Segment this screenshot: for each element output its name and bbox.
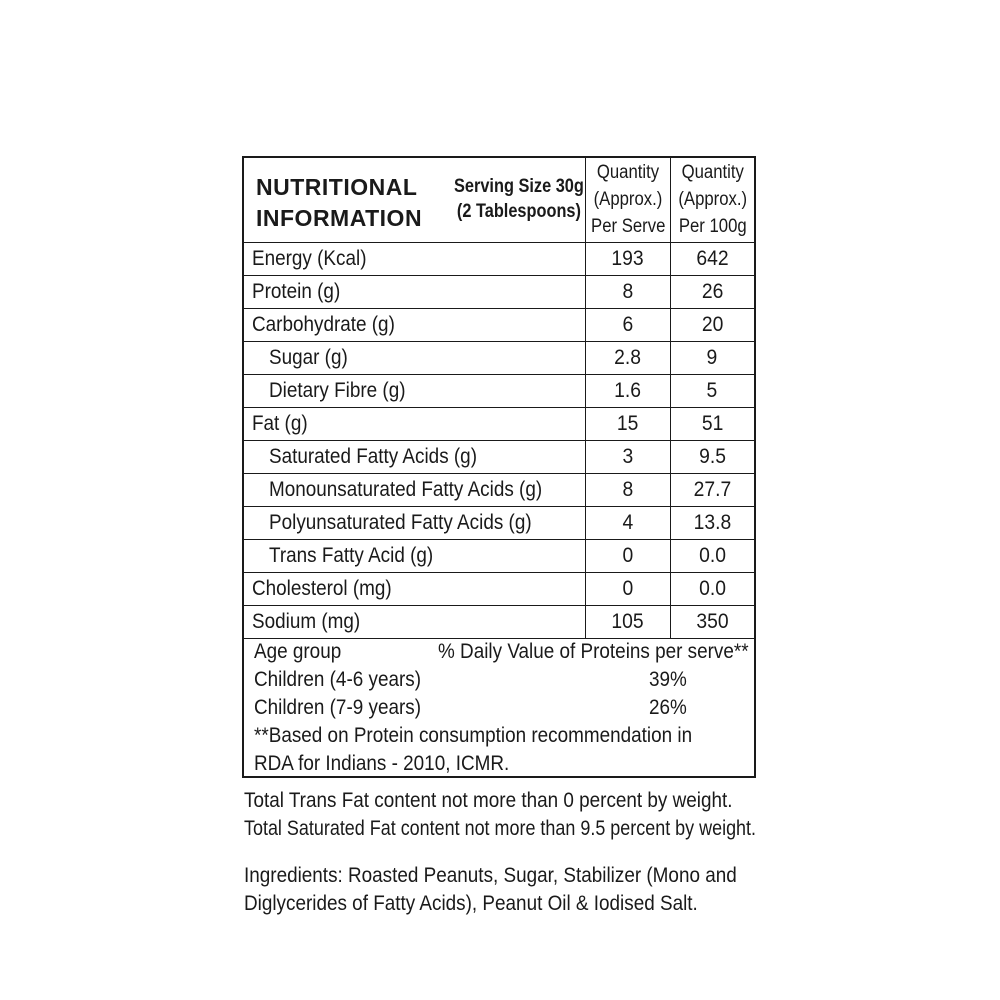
per-100g-value: 9.5 [670,440,754,473]
per-serve-value: 6 [585,308,670,341]
nutrition-label [242,156,756,778]
per-serve-value: 2.8 [585,341,670,374]
ingredients-line-2: Diglycerides of Fatty Acids), Peanut Oil & Iodised Salt. [244,892,698,915]
per-serve-value: 8 [585,473,670,506]
nutrient-name: Carbohydrate (g) [244,308,585,341]
table-row [244,539,754,572]
nutrient-name: Monounsaturated Fatty Acids (g) [244,473,585,506]
fat-footnotes [244,787,843,843]
per-serve-value: 4 [585,506,670,539]
daily-value-row [254,666,744,694]
nutrient-name: Energy (Kcal) [244,242,585,275]
per-serve-value: 193 [585,242,670,275]
nutrient-name: Polyunsaturated Fatty Acids (g) [244,506,585,539]
title-line-2: INFORMATION [256,205,423,231]
title-line-1: NUTRITIONAL [256,174,418,200]
nutrient-name: Cholesterol (mg) [244,572,585,605]
per-100g-value: 0.0 [670,539,754,572]
table-row [244,407,754,440]
header-title-cell [244,158,585,242]
nutrient-name: Saturated Fatty Acids (g) [244,440,585,473]
per-serve-value: 0 [585,539,670,572]
nutrient-name: Fat (g) [244,407,585,440]
table-row [244,275,754,308]
table-row [244,506,754,539]
daily-value-section [254,638,749,778]
table-row [244,572,754,605]
daily-value-note-line-1: **Based on Protein consumption recommendation in [254,724,693,747]
per-100g-value: 27.7 [670,473,754,506]
table-row [244,308,754,341]
table-row [244,605,754,638]
per-100g-header-line-1: Quantity [681,162,744,184]
per-serve-value: 0 [585,572,670,605]
table-row [244,473,754,506]
daily-value-row [254,694,744,722]
trans-fat-note: Total Trans Fat content not more than 0 percent by weight. [244,789,733,812]
saturated-fat-note: Total Saturated Fat content not more than 9.5 percent by weight. [244,817,757,840]
nutrient-name: Trans Fatty Acid (g) [244,539,585,572]
serving-size-line-1: Serving Size 30g [454,176,584,197]
table-row [244,374,754,407]
ingredients-line-1: Ingredients: Roasted Peanuts, Sugar, Stabilizer (Mono and [244,864,737,887]
table-header-row [244,158,754,242]
daily-value-percent: 26% [649,696,687,719]
per-100g-value: 9 [670,341,754,374]
per-serve-header-line-3: Per Serve [590,216,665,238]
daily-value-percent: 39% [649,668,687,691]
per-100g-value: 20 [670,308,754,341]
age-group-name: Children (7-9 years) [254,696,422,719]
per-serve-value: 8 [585,275,670,308]
nutrient-name: Protein (g) [244,275,585,308]
age-group-label: Age group [254,640,342,663]
per-serve-value: 105 [585,605,670,638]
per-serve-value: 15 [585,407,670,440]
per-serve-header-line-1: Quantity [596,162,659,184]
serving-size-line-2: (2 Tablespoons) [456,201,581,222]
nutrient-name: Dietary Fibre (g) [244,374,585,407]
daily-value-label: % Daily Value of Proteins per serve** [438,640,749,663]
ingredients-list [244,862,792,918]
nutrient-name: Sugar (g) [244,341,585,374]
daily-value-note-line-2: RDA for Indians - 2010, ICMR. [254,752,510,775]
per-serve-value: 1.6 [585,374,670,407]
page-title [256,172,422,234]
per-100g-value: 51 [670,407,754,440]
per-serve-header-line-2: (Approx.) [593,189,662,211]
per-100g-header [670,158,754,242]
per-100g-header-line-3: Per 100g [678,216,747,238]
per-100g-value: 26 [670,275,754,308]
nutrition-table [244,158,754,639]
per-100g-value: 0.0 [670,572,754,605]
per-100g-value: 350 [670,605,754,638]
per-100g-value: 642 [670,242,754,275]
serving-size [454,174,584,224]
per-serve-value: 3 [585,440,670,473]
per-100g-value: 13.8 [670,506,754,539]
table-row [244,440,754,473]
per-serve-header [585,158,670,242]
table-row [244,242,754,275]
table-row [244,341,754,374]
nutrient-name: Sodium (mg) [244,605,585,638]
per-100g-header-line-2: (Approx.) [677,189,747,211]
daily-value-header [254,638,749,666]
per-100g-value: 5 [670,374,754,407]
age-group-name: Children (4-6 years) [254,668,422,691]
